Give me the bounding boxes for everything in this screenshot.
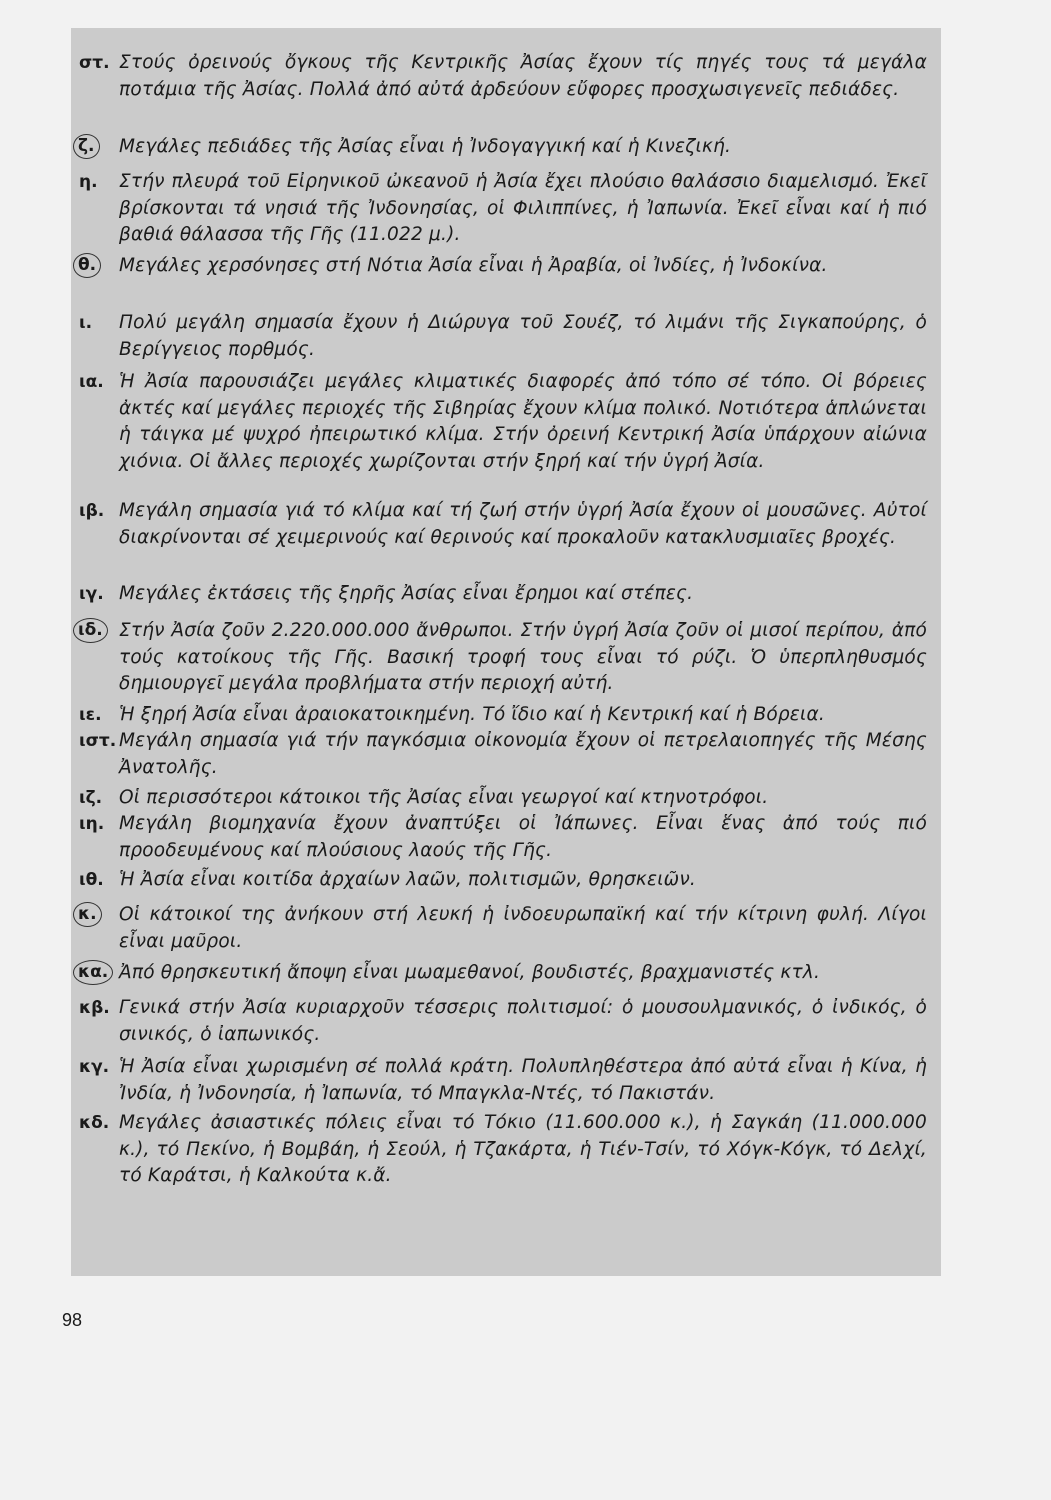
- item-text: Πολύ μεγάλη σημασία ἔχουν ἡ Διώρυγα τοῦ Σουέζ, τό λιμάνι τῆς Σιγκαπούρης, ὁ Βερίγγειος πορθμός.: [119, 312, 927, 360]
- item-label: ια.: [79, 372, 104, 392]
- item-label: ιζ.: [79, 788, 103, 808]
- item-text: Στήν πλευρά τοῦ Εἰρηνικοῦ ὠκεανοῦ ἡ Ἀσία ἔχει πλούσιο θαλάσσιο διαμελισμό. Ἐκεῖ βρίσκονται τά νησιά τῆς Ἰνδονησίας, οἱ Φιλιππίνες, ἡ Ἰαπωνία. Ἐκεῖ εἶναι καί ἡ πιό βαθιά θάλασσα τῆς Γῆς (11.022 μ.).: [119, 171, 927, 245]
- item-text: Μεγάλες ἀσιαστικές πόλεις εἶναι τό Τόκιο (11.600.000 κ.), ἡ Σαγκάη (11.000.000 κ.), τό Πεκίνο, ἡ Βομβάη, ἡ Σεούλ, ἡ Τζακάρτα, ἡ Τιέν-Τσίν, τό Χόγκ-Κόγκ, τό Δελχί, τό Καράτσι, ἡ Καλκούτα κ.ἄ.: [119, 1112, 927, 1186]
- item-label: ιδ.: [73, 618, 108, 643]
- page-number: 98: [62, 1310, 83, 1330]
- item-label: ζ.: [73, 134, 100, 159]
- item-label: ιε.: [79, 705, 102, 725]
- item-text: Μεγάλες ἐκτάσεις τῆς ξηρῆς Ἀσίας εἶναι ἔρημοι καί στέπες.: [119, 583, 694, 604]
- item-label: ιθ.: [79, 870, 104, 890]
- item-text: Στούς ὀρεινούς ὄγκους τῆς Κεντρικῆς Ἀσίας ἔχουν τίς πηγές τους τά μεγάλα ποτάμια τῆς Ἀσίας. Πολλά ἀπό αὐτά ἀρδεύουν εὔφορες προσχωσιγενεῖς πεδιάδες.: [119, 52, 927, 100]
- item-text: Μεγάλη σημασία γιά τό κλίμα καί τή ζωή στήν ὑγρή Ἀσία ἔχουν οἱ μουσῶνες. Αὐτοί διακρίνονται σέ χειμερινούς καί θερινούς καί προκαλοῦν κατακλυσμιαῖες βροχές.: [119, 500, 927, 548]
- item-label: ιη.: [79, 814, 105, 834]
- item-text: Μεγάλες χερσόνησες στή Νότια Ἀσία εἶναι ἡ Ἀραβία, οἱ Ἰνδίες, ἡ Ἰνδοκίνα.: [119, 255, 828, 276]
- item-label: κγ.: [79, 1057, 110, 1077]
- item-label: ιβ.: [79, 501, 105, 521]
- item-label: ιστ.: [79, 731, 117, 751]
- item-label: στ.: [79, 53, 110, 73]
- item-text: Στήν Ἀσία ζοῦν 2.220.000.000 ἄνθρωποι. Στήν ὑγρή Ἀσία ζοῦν οἱ μισοί περίπου, ἀπό τούς κατοίκους τῆς Γῆς. Βασική τροφή τους εἶναι τό ρύζι. Ὁ ὑπερπληθυσμός δημιουργεῖ μεγάλα προβλήματα στήν περιοχή αὐτή.: [119, 620, 927, 694]
- item-text: Οἱ περισσότεροι κάτοικοι τῆς Ἀσίας εἶναι γεωργοί καί κτηνοτρόφοι.: [119, 787, 769, 808]
- item-label: η.: [79, 172, 98, 192]
- item-text: Ἡ Ἀσία εἶναι χωρισμένη σέ πολλά κράτη. Πολυπληθέστερα ἀπό αὐτά εἶναι ἡ Κίνα, ἡ Ἰνδία, ἡ Ἰνδονησία, ἡ Ἰαπωνία, τό Μπαγκλα-Ντές, τό Πακιστάν.: [119, 1056, 927, 1104]
- item-text: Ἡ ξηρή Ἀσία εἶναι ἀραιοκατοικημένη. Τό ἴδιο καί ἡ Κεντρική καί ἡ Βόρεια.: [119, 704, 825, 725]
- item-text: Οἱ κάτοικοί της ἀνήκουν στή λευκή ἡ ἰνδοευρωπαϊκή καί τήν κίτρινη φυλή. Λίγοι εἶναι μαῦροι.: [119, 904, 927, 952]
- item-label: θ.: [73, 253, 101, 278]
- item-label: κδ.: [79, 1113, 110, 1133]
- item-label: κ.: [73, 902, 102, 927]
- item-text: Μεγάλη βιομηχανία ἔχουν ἀναπτύξει οἱ Ἰάπωνες. Εἶναι ἕνας ἀπό τούς πιό προοδευμένους καί πλούσιους λαούς τῆς Γῆς.: [119, 813, 927, 861]
- item-label: ιγ.: [79, 584, 104, 604]
- item-label: κβ.: [79, 998, 110, 1018]
- item-text: Μεγάλη σημασία γιά τήν παγκόσμια οἰκονομία ἔχουν οἱ πετρελαιοπηγές τῆς Μέσης Ἀνατολῆς.: [119, 730, 927, 778]
- item-text: Μεγάλες πεδιάδες τῆς Ἀσίας εἶναι ἡ Ἰνδογαγγική καί ἡ Κινεζική.: [119, 136, 732, 157]
- item-text: Ἡ Ἀσία εἶναι κοιτίδα ἀρχαίων λαῶν, πολιτισμῶν, θρησκειῶν.: [119, 869, 696, 890]
- item-text: Ἀπό θρησκευτική ἄποψη εἶναι μωαμεθανοί, βουδιστές, βραχμανιστές κτλ.: [119, 962, 821, 983]
- item-label: ι.: [79, 313, 93, 333]
- item-text: Γενικά στήν Ἀσία κυριαρχοῦν τέσσερις πολιτισμοί: ὁ μουσουλμανικός, ὁ ἰνδικός, ὁ σινικός, ὁ ἰαπωνικός.: [119, 997, 927, 1045]
- text-panel: [71, 28, 941, 1276]
- item-text: Ἡ Ἀσία παρουσιάζει μεγάλες κλιματικές διαφορές ἀπό τόπο σέ τόπο. Οἱ βόρειες ἀκτές καί μεγάλες περιοχές τῆς Σιβηρίας ἔχουν κλίμα πολικό. Νοτιότερα ἁπλώνεται ἡ τάιγκα μέ ψυχρό ἠπειρωτικό κλίμα. Στήν ὀρεινή Κεντρική Ἀσία ὑπάρχουν αἰώνια χιόνια. Οἱ ἄλλες περιοχές χωρίζονται στήν ξηρή καί τήν ὑγρή Ἀσία.: [119, 371, 927, 472]
- item-label: κα.: [73, 960, 113, 985]
